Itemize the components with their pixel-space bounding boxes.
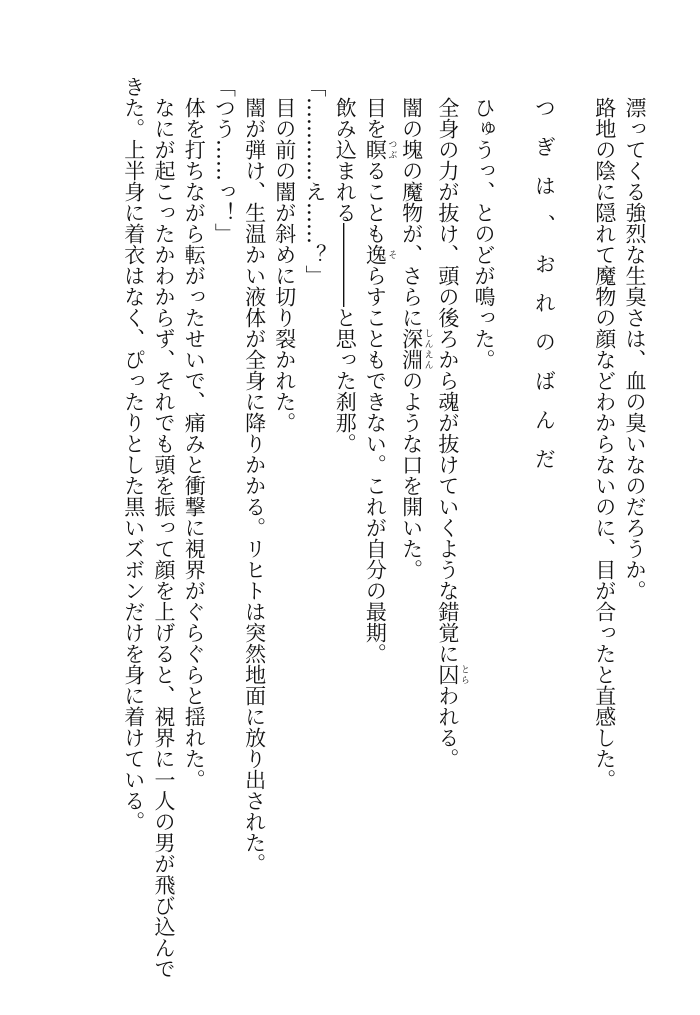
text-line-13: 闇が弾け、生温かい液体が全身に降りかかる。リヒトは突然地面に放り出された。 bbox=[242, 97, 267, 874]
blank-line bbox=[559, 76, 589, 976]
ruby-so: 逸 そ bbox=[363, 244, 397, 265]
text-line-1: 漂ってくる強烈な生臭さは、血の臭いなのだろうか。 bbox=[623, 97, 647, 601]
text-line-7: 全身の力が抜け、頭の後ろから魂が抜けていくような錯覚に囚 とらわれる。 bbox=[435, 97, 469, 769]
text-line-6: ひゅうっ、とのどが鳴った。 bbox=[472, 97, 497, 370]
blank-line bbox=[499, 76, 529, 976]
text-line-emphasis: つぎは、おれのばんだ bbox=[532, 97, 557, 487]
text-line-10: 飲み込まれる――――と思った刹那。 bbox=[333, 97, 358, 454]
text-line-11: 「…………え……？」 bbox=[303, 76, 327, 286]
text-line-2: 路地の陰に隠れて魔物の顔などわからないのに、目が合ったと直感した。 bbox=[592, 97, 617, 790]
text-line-16: なにが起こったかわからず、それでも頭を振って顔を上げると、視界に一人の男が飛び込んで bbox=[151, 97, 176, 979]
text-line-14: 「つう……っ！」 bbox=[212, 76, 237, 244]
ruby-toraware: 囚 とら bbox=[435, 664, 469, 685]
text-line-12: 目の前の闇が斜めに切り裂かれた。 bbox=[272, 97, 297, 433]
text-line-8: 闇の塊の魔物が、さらに深淵 しんえんのような口を開いた。 bbox=[399, 97, 433, 580]
text-line-15: 体を打ちながら転がったせいで、痛みと衝撃に視界がぐらぐらと揺れた。 bbox=[182, 97, 207, 790]
ruby-shinen: 深淵 しんえん bbox=[399, 328, 433, 370]
vertical-text-block bbox=[119, 76, 650, 979]
text-line-9: 目を瞑 つぶることも逸 そらすこともできない。これが自分の最期。 bbox=[363, 97, 397, 664]
ruby-tsubu: 瞑 つぶ bbox=[363, 139, 397, 160]
text-line-17: きた。上半身に着衣はなく、ぴったりとした黒いズボンだけを身に着けている。 bbox=[121, 76, 146, 832]
